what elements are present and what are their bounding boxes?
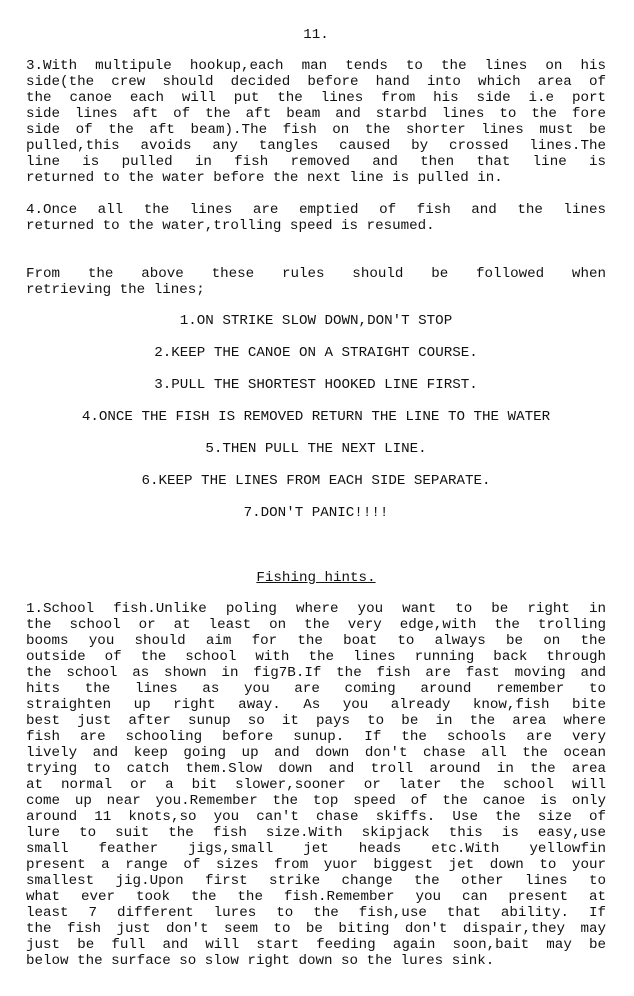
paragraph-line: lively and keep going up and down don't chase all the ocean [26, 745, 606, 761]
paragraph-line: pulled,this avoids any tangles caused by crossed lines.The [26, 138, 606, 154]
rule-item: 5.THEN PULL THE NEXT LINE. [205, 441, 427, 457]
paragraph-line: fish are schooling before sunup. If the schools are very [26, 729, 606, 745]
paragraph-line: returned to the water,trolling speed is resumed. [26, 218, 435, 234]
paragraph-line: hits the lines as you are coming around remember to [26, 681, 606, 697]
paragraph-line: come up near you.Remember the top speed of the canoe is only [26, 793, 606, 809]
retrieval-rules-list [26, 313, 606, 537]
intro-paragraph [26, 266, 606, 298]
step-3-paragraph [26, 58, 606, 186]
paragraph-line: side(the crew should decided before hand into which area of [26, 74, 606, 90]
fishing-hints-title: Fishing hints. [256, 570, 376, 586]
paragraph-line: below the surface so slow right down so the lures sink. [26, 953, 495, 969]
paragraph-line: trying to catch them.Slow down and troll around in the area [26, 761, 606, 777]
paragraph-line: the school as shown in fig7B.If the fish are fast moving and [26, 665, 606, 681]
paragraph-line: lure to suit the fish size.With skipjack this is easy,use [26, 825, 606, 841]
paragraph-line: From the above these rules should be followed when [26, 266, 606, 282]
paragraph-line: booms you should aim for the boat to always be on the [26, 633, 606, 649]
step-4-paragraph [26, 202, 606, 234]
paragraph-line: just be full and will start feeding again soon,bait may be [26, 937, 606, 953]
paragraph-line: best just after sunup so it pays to be in the area where [26, 713, 606, 729]
paragraph-line: retrieving the lines; [26, 282, 205, 298]
fishing-hints-paragraph [26, 601, 606, 969]
paragraph-line: present a range of sizes from yuor biggest jet down to your [26, 857, 606, 873]
paragraph-line: small feather jigs,small jet heads etc.With yellowfin [26, 841, 606, 857]
section-heading [26, 570, 606, 586]
paragraph-line: straighten up right away. As you already know,fish bite [26, 697, 606, 713]
paragraph-line: the canoe each will put the lines from his side i.e port [26, 90, 606, 106]
paragraph-line: what ever took the the fish.Remember you can present at [26, 889, 606, 905]
rule-item: 3.PULL THE SHORTEST HOOKED LINE FIRST. [154, 377, 478, 393]
paragraph-line: side of the aft beam).The fish on the shorter lines must be [26, 122, 606, 138]
paragraph-line: the fish just don't seem to be biting don't dispair,they may [26, 921, 606, 937]
rule-item: 4.ONCE THE FISH IS REMOVED RETURN THE LINE TO THE WATER [81, 409, 551, 425]
paragraph-line: 3.With multipule hookup,each man tends to the lines on his [26, 58, 606, 74]
paragraph-line: the school or at least on the very edge,with the trolling [26, 617, 606, 633]
paragraph-line: 4.Once all the lines are emptied of fish and the lines [26, 202, 606, 218]
rule-item: 2.KEEP THE CANOE ON A STRAIGHT COURSE. [154, 345, 478, 361]
rule-item: 6.KEEP THE LINES FROM EACH SIDE SEPARATE. [141, 473, 491, 489]
paragraph-line: around 11 knots,so you can't chase skiffs. Use the size of [26, 809, 606, 825]
page-number: 11. [303, 27, 329, 43]
paragraph-line: smallest jig.Upon first strike change the other lines to [26, 873, 606, 889]
rule-item: 7.DON'T PANIC!!!! [243, 505, 389, 521]
paragraph-line: least 7 different lures to the fish,use that ability. If [26, 905, 606, 921]
paragraph-line: side lines aft of the aft beam and starbd lines to the fore [26, 106, 606, 122]
paragraph-line: outside of the school with the lines running back through [26, 649, 606, 665]
paragraph-line: line is pulled in fish removed and then that line is [26, 154, 606, 170]
paragraph-line: at normal or a bit slower,sooner or later the school will [26, 777, 606, 793]
paragraph-line: returned to the water before the next line is pulled in. [26, 170, 503, 186]
rule-item: 1.ON STRIKE SLOW DOWN,DON'T STOP [179, 313, 453, 329]
paragraph-line: 1.School fish.Unlike poling where you want to be right in [26, 601, 606, 617]
